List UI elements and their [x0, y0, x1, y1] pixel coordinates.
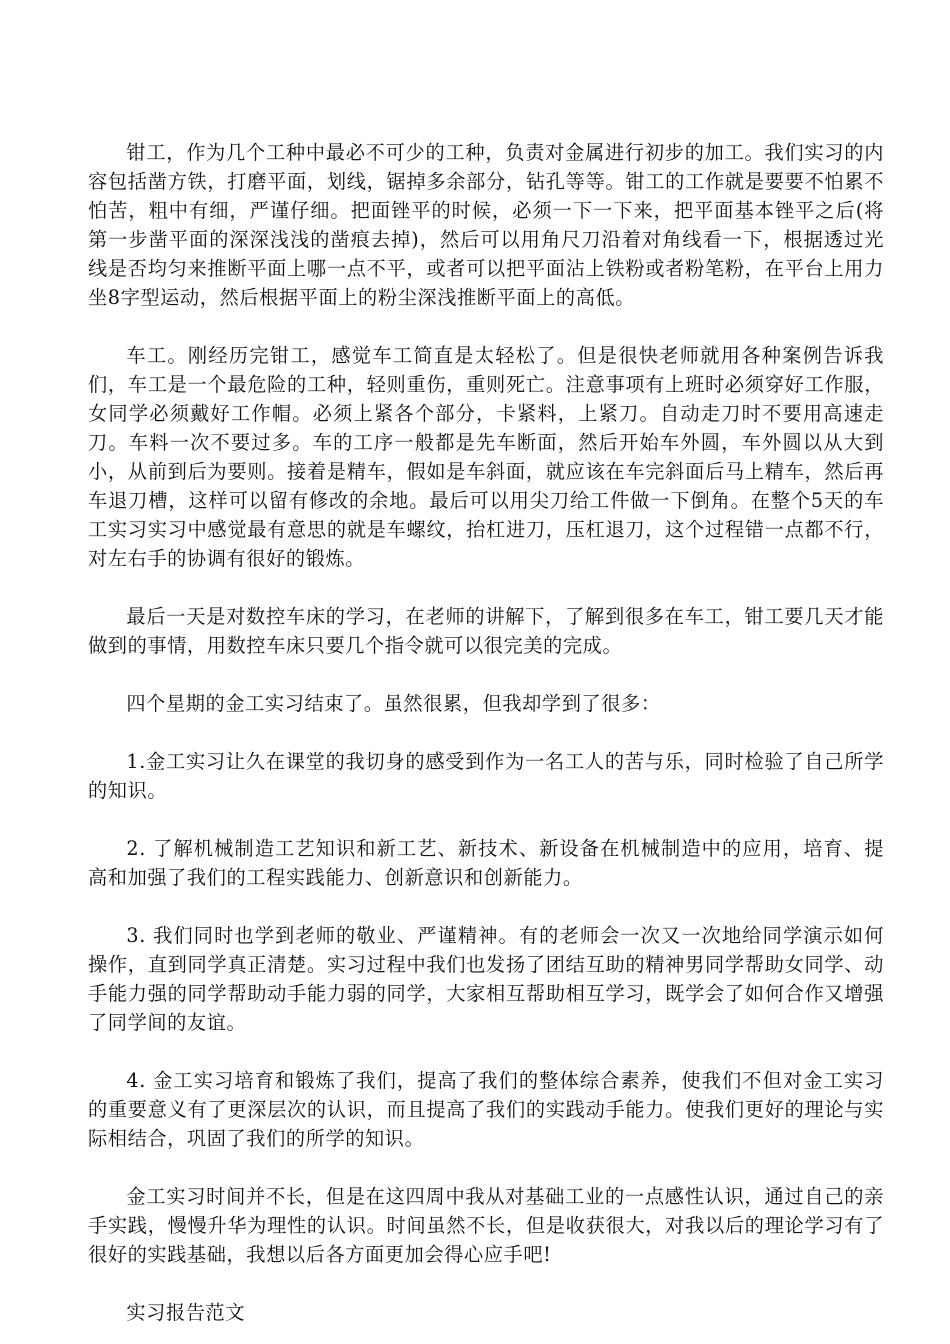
document-page — [88, 138, 884, 1327]
paragraph-lathe-work: 车工。刚经历完钳工，感觉车工简直是太轻松了。但是很快老师就用各种案例告诉我们，车工是一个最危险的工种，轻则重伤，重则死亡。注意事项有上班时必须穿好工作服，女同学必须戴好工作帽。必须上紧各个部分，卡紧料，上紧刀。自动走刀时不要用高速走刀。车料一次不要过多。车的工序一般都是先车断面，然后开始车外圆，车外圆以从大到小，从前到后为要则。接着是精车，假如是车斜面，就应该在车完斜面后马上精车，然后再车退刀槽，这样可以留有修改的余地。最后可以用尖刀给工件做一下倒角。在整个5天的车工实习实习中感觉最有意思的就是车螺纹，抬杠进刀，压杠退刀，这个过程错一点都不行，对左右手的协调有很好的锻炼。 — [88, 344, 884, 570]
paragraph-cnc-lathe: 最后一天是对数控车床的学习，在老师的讲解下，了解到很多在车工，钳工要几天才能做到的事情，用数控车床只要几个指令就可以很完美的完成。 — [88, 605, 884, 657]
paragraph-point-4: 4. 金工实习培育和锻炼了我们，提高了我们的整体综合素养，使我们不但对金工实习的重要意义有了更深层次的认识，而且提高了我们的实践动手能力。使我们更好的理论与实际相结合，巩固了我们的所学的知识。 — [88, 1069, 884, 1150]
paragraph-point-3: 3. 我们同时也学到老师的敬业、严谨精神。有的老师会一次又一次地给同学演示如何操作，直到同学真正清楚。实习过程中我们也发扬了团结互助的精神男同学帮助女同学、动手能力强的同学帮助动手能力弱的同学，大家相互帮助相互学习，既学会了如何合作又增强了同学间的友谊。 — [88, 924, 884, 1034]
paragraph-conclusion: 金工实习时间并不长，但是在这四周中我从对基础工业的一点感性认识，通过自己的亲手实践，慢慢升华为理性的认识。时间虽然不长，但是收获很大，对我以后的理论学习有了很好的实践基础，我想以后各方面更加会得心应手吧! — [88, 1185, 884, 1266]
closing-heading: 实习报告范文 — [126, 1301, 246, 1324]
paragraph-point-1: 1.金工实习让久在课堂的我切身的感受到作为一名工人的苦与乐，同时检验了自己所学的知识。 — [88, 750, 884, 802]
paragraph-point-2: 2. 了解机械制造工艺知识和新工艺、新技术、新设备在机械制造中的应用，培育、提高和加强了我们的工程实践能力、创新意识和创新能力。 — [88, 837, 884, 889]
paragraph-summary-intro: 四个星期的金工实习结束了。虽然很累，但我却学到了很多： — [126, 692, 661, 715]
paragraph-fitter-work: 钳工，作为几个工种中最必不可少的工种，负责对金属进行初步的加工。我们实习的内容包括凿方铁，打磨平面，划线，锯掉多余部分，钻孔等等。钳工的工作就是要要不怕累不怕苦，粗中有细，严谨仔细。把面锉平的时候，必须一下一下来，把平面基本锉平之后(将第一步凿平面的深深浅浅的凿痕去掉)，然后可以用角尺刀沿着对角线看一下，根据透过光线是否均匀来推断平面上哪一点不平，或者可以把平面沾上铁粉或者粉笔粉，在平台上用力坐8字型运动，然后根据平面上的粉尘深浅推断平面上的高低。 — [88, 141, 884, 309]
